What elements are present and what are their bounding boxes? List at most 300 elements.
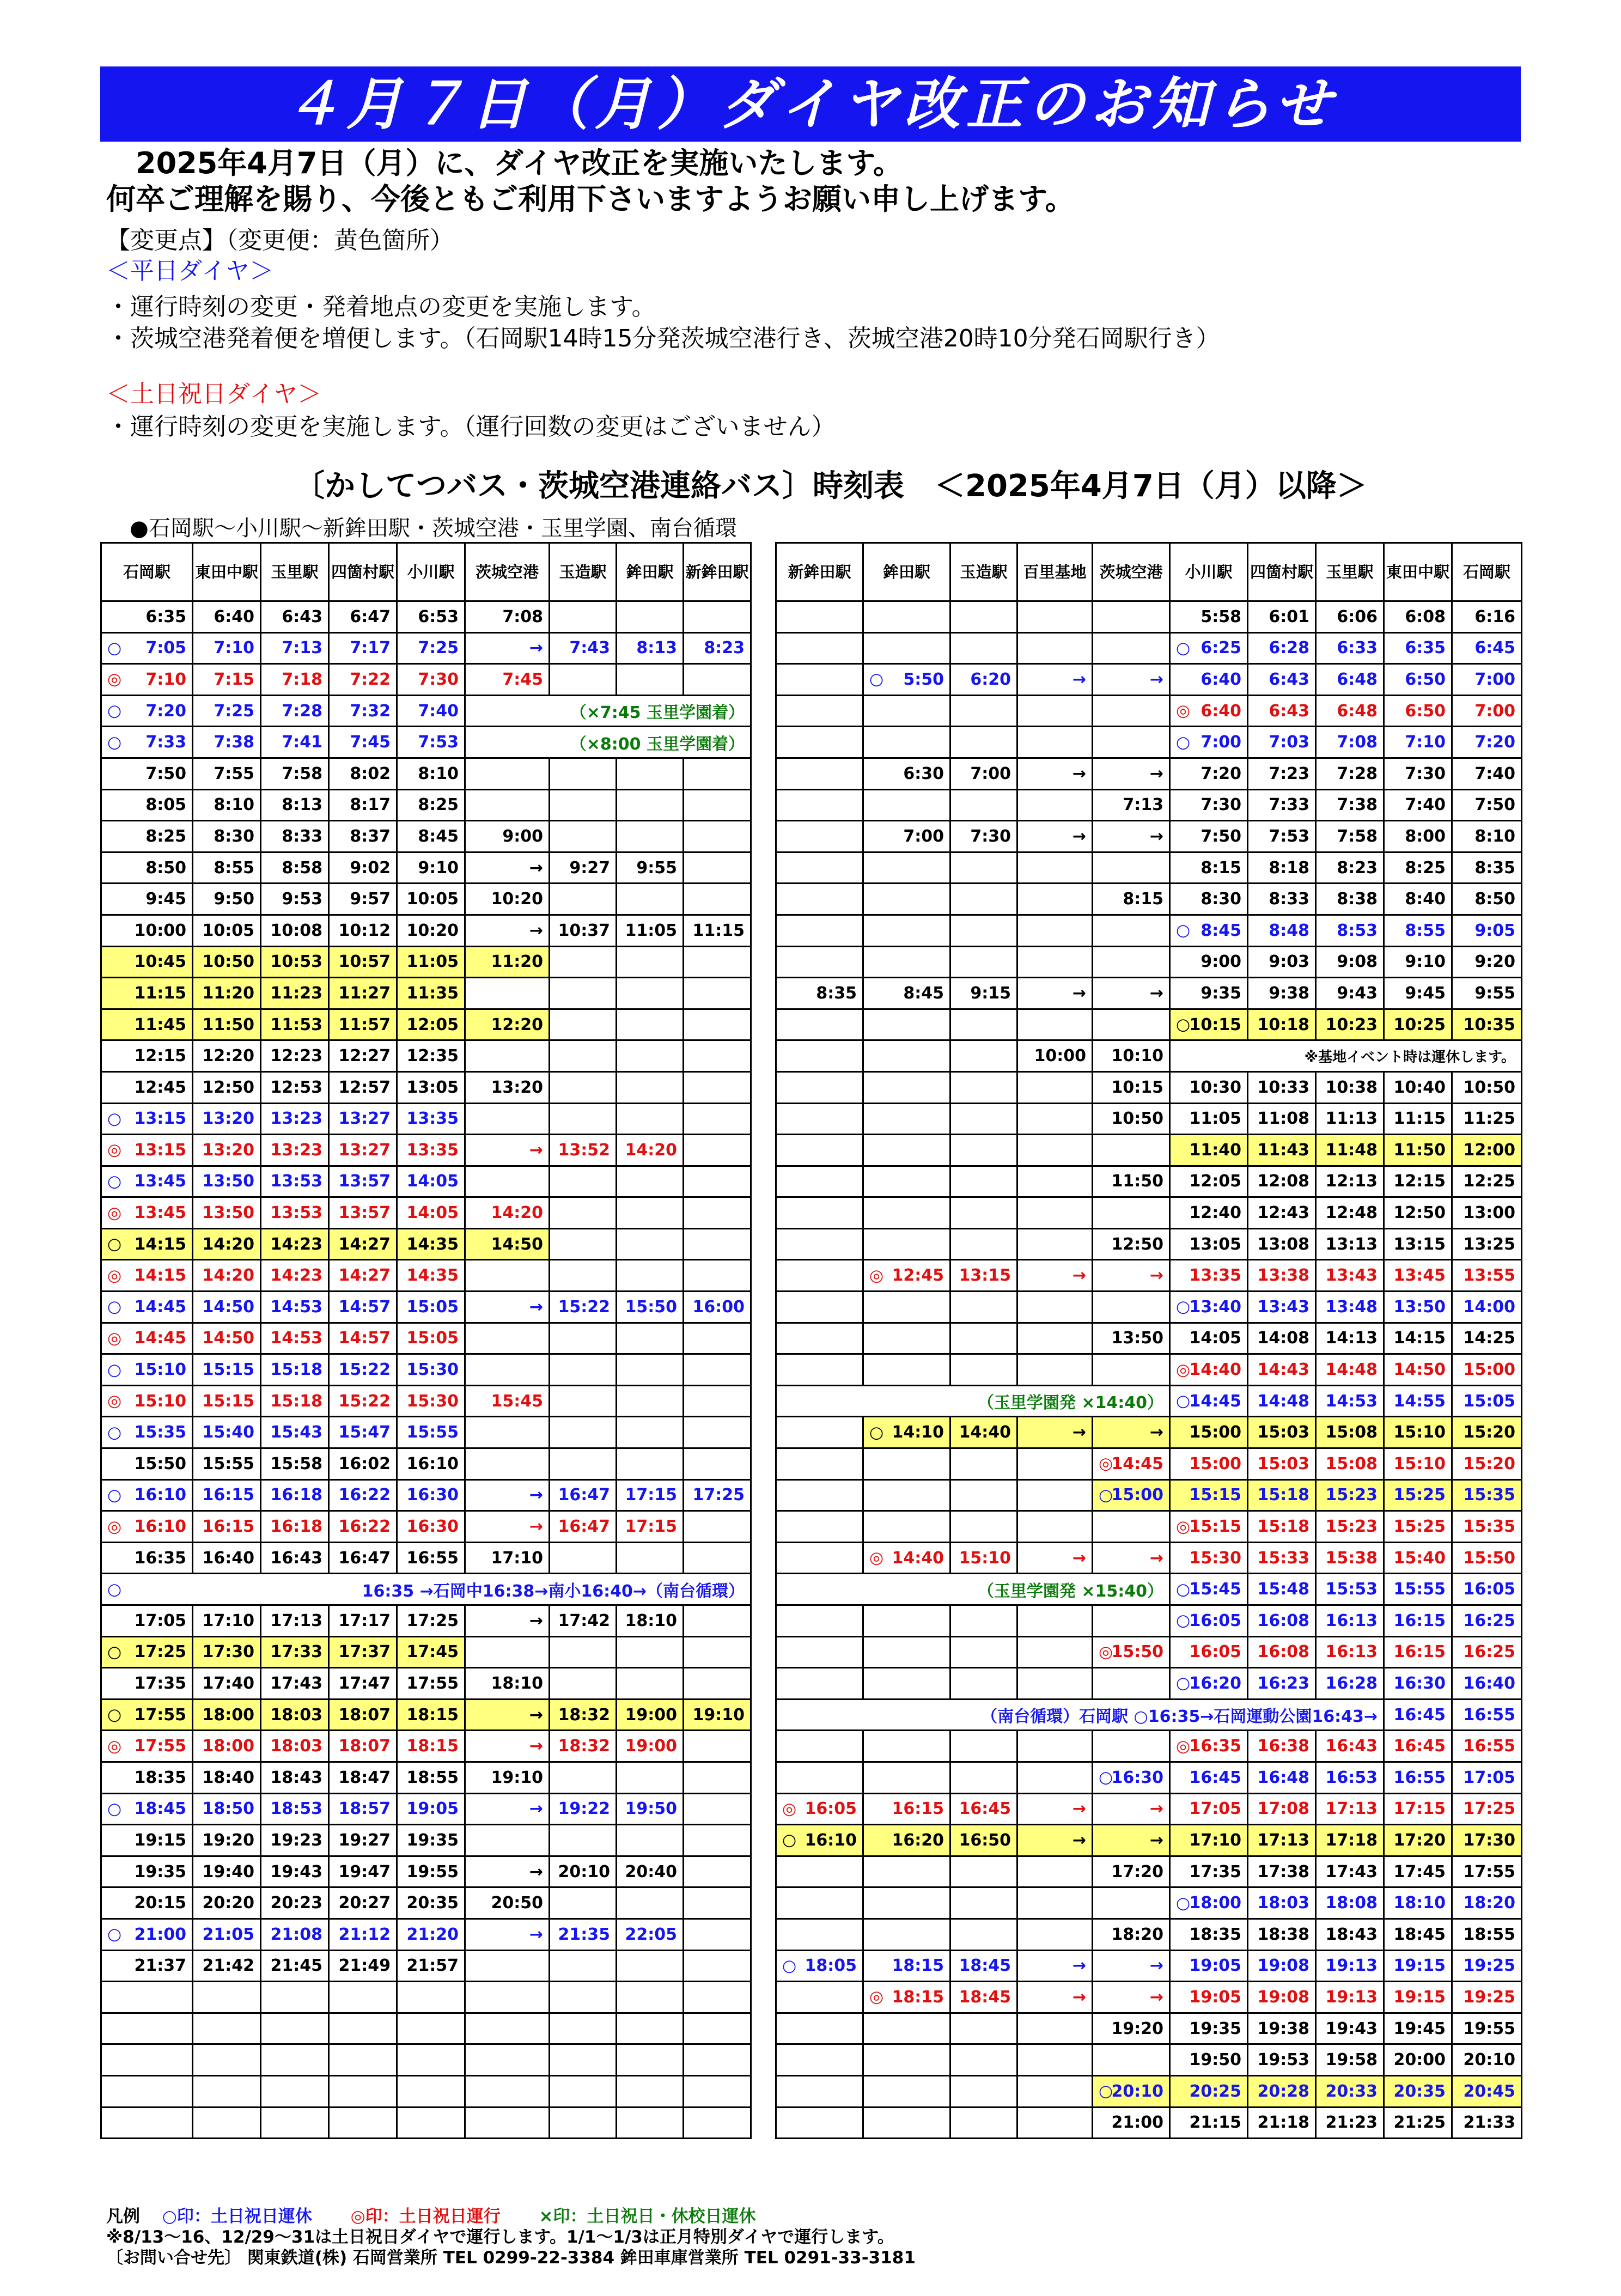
- time-cell: 19:25: [1452, 1950, 1522, 1982]
- weekday-only-mark: ○: [869, 1423, 884, 1442]
- table-row: [776, 1731, 1522, 1762]
- time-cell: 14:20: [193, 1260, 261, 1292]
- time-cell: [684, 2013, 751, 2044]
- time-cell: 14:23: [261, 1260, 329, 1292]
- weekday-only-mark: ○: [1176, 1611, 1191, 1630]
- table-row: [776, 2075, 1522, 2107]
- time-cell: 8:25: [1384, 852, 1452, 884]
- time-cell: [329, 2075, 397, 2107]
- time-cell: [863, 1511, 950, 1543]
- time-cell: [684, 884, 751, 915]
- time-cell: [193, 2013, 261, 2044]
- time-cell: 8:33: [1248, 884, 1316, 915]
- time-cell: 14:15: [1384, 1323, 1452, 1354]
- time-cell: 16:20: [863, 1825, 950, 1856]
- time-cell: 19:10: [465, 1762, 550, 1793]
- time-cell: 19:25: [1452, 1982, 1522, 2013]
- time-cell: [617, 1950, 684, 1982]
- time-cell: 21:20: [397, 1919, 465, 1950]
- table-row: [776, 1040, 1522, 1072]
- time-cell: 8:58: [261, 852, 329, 884]
- time-cell: 20:35: [397, 1887, 465, 1919]
- time-cell: 21:23: [1316, 2107, 1384, 2139]
- time-cell: 16:05 ◎: [776, 1793, 863, 1825]
- time-cell: [550, 1323, 617, 1354]
- time-cell: 9:55: [617, 852, 684, 884]
- table-row: [776, 1354, 1522, 1386]
- time-cell: [617, 978, 684, 1009]
- time-cell: [950, 1197, 1017, 1229]
- row-note: （玉里学園発 ×14:40）: [776, 1385, 1170, 1417]
- time-cell: 7:15: [193, 664, 261, 696]
- time-cell: 10:25: [1384, 1009, 1452, 1040]
- time-cell: 16:38: [1248, 1731, 1316, 1762]
- time-cell: 7:50: [101, 758, 193, 789]
- time-cell: →: [1093, 664, 1170, 696]
- time-cell: 15:55: [397, 1417, 465, 1448]
- time-cell: 9:43: [1316, 978, 1384, 1009]
- time-cell: 8:13: [617, 632, 684, 664]
- time-cell: [617, 1887, 684, 1919]
- time-cell: [950, 1135, 1017, 1166]
- time-cell: 7:30: [950, 821, 1017, 852]
- time-cell: [617, 1762, 684, 1793]
- time-cell: [776, 1323, 863, 1354]
- time-cell: 8:45: [397, 821, 465, 852]
- time-cell: 15:08: [1316, 1448, 1384, 1480]
- time-cell: [550, 1982, 617, 2013]
- time-cell: [465, 1040, 550, 1072]
- holiday-mark: ◎: [1099, 1642, 1113, 1662]
- weekday-change-1: ・運行時刻の変更・発着地点の変更を実施します。: [106, 293, 656, 321]
- time-cell: 12:13: [1316, 1166, 1384, 1197]
- time-cell: 7:40: [397, 695, 465, 727]
- time-cell: 21:05: [193, 1919, 261, 1950]
- table-row: [776, 1605, 1522, 1637]
- time-cell: →: [1017, 758, 1093, 789]
- time-cell: [617, 884, 684, 915]
- table-row: [776, 695, 1522, 727]
- time-cell: 19:15: [101, 1825, 193, 1856]
- header-stop: 石岡駅: [1452, 543, 1522, 601]
- row-note: （南台循環）石岡駅 ○16:35→石岡運動公園16:43→: [776, 1699, 1384, 1731]
- time-cell: [1017, 1103, 1093, 1135]
- time-cell: 10:05: [397, 884, 465, 915]
- time-cell: 11:57: [329, 1009, 397, 1040]
- time-cell: 9:50: [193, 884, 261, 915]
- time-cell: →: [465, 852, 550, 884]
- time-cell: 13:53: [261, 1166, 329, 1197]
- time-cell: 19:15: [1384, 1950, 1452, 1982]
- time-cell: 13:35: [1170, 1260, 1248, 1292]
- time-cell: [950, 601, 1017, 633]
- time-cell: 8:45: [863, 978, 950, 1009]
- time-cell: 17:40: [193, 1668, 261, 1700]
- time-cell: 15:22: [550, 1292, 617, 1323]
- time-cell: [950, 727, 1017, 758]
- time-cell: 6:48: [1316, 695, 1384, 727]
- holiday-mark: ◎: [107, 1140, 122, 1160]
- time-cell: [776, 1731, 863, 1762]
- table-row: [776, 1197, 1522, 1229]
- table-row: [101, 1166, 751, 1197]
- time-cell: 13:20: [193, 1135, 261, 1166]
- table-row: [776, 1762, 1522, 1793]
- time-cell: 20:25: [1170, 2075, 1248, 2107]
- time-cell: 9:53: [261, 884, 329, 915]
- time-cell: [1093, 946, 1170, 978]
- weekday-only-mark: ○: [107, 1360, 122, 1380]
- time-cell: [950, 1919, 1017, 1950]
- table-row: [776, 601, 1522, 633]
- header-stop: 鉾田駅: [617, 543, 684, 601]
- time-cell: [863, 1197, 950, 1229]
- time-cell: [550, 1385, 617, 1417]
- time-cell: 13:05: [397, 1071, 465, 1103]
- time-cell: 16:05: [1452, 1574, 1522, 1605]
- time-cell: 12:40: [1170, 1197, 1248, 1229]
- time-cell: 15:40: [1384, 1542, 1452, 1574]
- time-cell: 15:33: [1248, 1542, 1316, 1574]
- time-cell: 13:15: [950, 1260, 1017, 1292]
- time-cell: 20:50: [465, 1887, 550, 1919]
- time-cell: [193, 2075, 261, 2107]
- time-cell: 9:27: [550, 852, 617, 884]
- time-cell: 10:00: [101, 915, 193, 946]
- time-cell: [465, 1166, 550, 1197]
- time-cell: [684, 2107, 751, 2139]
- time-cell: 16:40: [193, 1542, 261, 1574]
- table-row: [776, 1982, 1522, 2013]
- table-row: [101, 1071, 751, 1103]
- time-cell: 17:35: [1170, 1856, 1248, 1887]
- time-cell: [1093, 1887, 1170, 1919]
- time-cell: [1017, 1511, 1093, 1543]
- time-cell: 14:15 ○: [101, 1228, 193, 1260]
- holiday-mark: ◎: [107, 1203, 122, 1223]
- time-cell: 16:45: [950, 1793, 1017, 1825]
- time-cell: [684, 946, 751, 978]
- time-cell: 6:50: [1384, 695, 1452, 727]
- table-row: [101, 632, 751, 664]
- table-row: [776, 1228, 1522, 1260]
- weekday-only-mark: ○: [1176, 1015, 1191, 1034]
- weekday-only-mark: ○: [107, 1423, 122, 1442]
- table-row: [101, 1479, 751, 1511]
- time-cell: [950, 1668, 1017, 1700]
- time-cell: 7:55: [193, 758, 261, 789]
- time-cell: 8:25: [397, 789, 465, 821]
- time-cell: 16:22: [329, 1511, 397, 1543]
- time-cell: 7:20 ○: [101, 695, 193, 727]
- time-cell: 11:15: [1384, 1103, 1452, 1135]
- time-cell: 10:37: [550, 915, 617, 946]
- time-cell: [684, 1166, 751, 1197]
- time-cell: [863, 946, 950, 978]
- time-cell: 19:13: [1316, 1982, 1384, 2013]
- time-cell: 15:05: [397, 1323, 465, 1354]
- time-cell: 7:10 ◎: [101, 664, 193, 696]
- time-cell: 17:30: [1452, 1825, 1522, 1856]
- time-cell: 16:25: [1452, 1636, 1522, 1668]
- time-cell: [776, 1762, 863, 1793]
- time-cell: 13:35: [397, 1103, 465, 1135]
- time-cell: 21:37: [101, 1950, 193, 1982]
- time-cell: [550, 1009, 617, 1040]
- table-row: [776, 2013, 1522, 2044]
- time-cell: 17:10: [465, 1542, 550, 1574]
- time-cell: 11:15: [101, 978, 193, 1009]
- time-cell: [550, 884, 617, 915]
- time-cell: 16:08: [1248, 1605, 1316, 1637]
- time-cell: 10:57: [329, 946, 397, 978]
- time-cell: [261, 2075, 329, 2107]
- time-cell: 11:15: [684, 915, 751, 946]
- time-cell: 8:53: [1316, 915, 1384, 946]
- time-cell: [950, 2075, 1017, 2107]
- time-cell: [950, 632, 1017, 664]
- time-cell: 21:45: [261, 1950, 329, 1982]
- time-cell: [550, 758, 617, 789]
- weekday-only-mark: ○: [1099, 1485, 1113, 1505]
- table-row: [101, 1354, 751, 1386]
- table-row: [101, 978, 751, 1009]
- time-cell: [863, 1009, 950, 1040]
- time-cell: [617, 1636, 684, 1668]
- table-row: [101, 1135, 751, 1166]
- time-cell: 15:50: [101, 1448, 193, 1480]
- time-cell: 14:05: [397, 1197, 465, 1229]
- table-row: [776, 1887, 1522, 1919]
- time-cell: 10:50: [1452, 1071, 1522, 1103]
- time-cell: [863, 1292, 950, 1323]
- time-cell: 14:27: [329, 1228, 397, 1260]
- time-cell: [550, 664, 617, 696]
- time-cell: 16:30: [1384, 1668, 1452, 1700]
- time-cell: 19:20: [193, 1825, 261, 1856]
- time-cell: 19:38: [1248, 2013, 1316, 2044]
- time-cell: 9:10: [397, 852, 465, 884]
- time-cell: 19:35: [1170, 2013, 1248, 2044]
- time-cell: [684, 1793, 751, 1825]
- time-cell: [617, 2107, 684, 2139]
- time-cell: [1093, 695, 1170, 727]
- table-row: [776, 758, 1522, 789]
- time-cell: 17:55: [1452, 1856, 1522, 1887]
- weekday-only-mark: ○: [107, 1297, 122, 1317]
- time-cell: [863, 632, 950, 664]
- row-note: （×7:45 玉里学園着）: [465, 695, 751, 727]
- time-cell: 12:43: [1248, 1197, 1316, 1229]
- time-cell: 16:55: [1452, 1699, 1522, 1731]
- time-cell: 12:45 ◎: [863, 1260, 950, 1292]
- table-row: [101, 1699, 751, 1731]
- time-cell: [776, 1040, 863, 1072]
- time-cell: 13:38: [1248, 1260, 1316, 1292]
- weekday-only-mark: ○: [869, 669, 884, 689]
- time-cell: 15:30: [397, 1385, 465, 1417]
- time-cell: [950, 1448, 1017, 1480]
- time-cell: [684, 664, 751, 696]
- time-cell: [776, 1511, 863, 1543]
- time-cell: 15:30: [1170, 1542, 1248, 1574]
- table-row: [776, 632, 1522, 664]
- time-cell: 7:13: [261, 632, 329, 664]
- table-row: [101, 1323, 751, 1354]
- time-cell: 17:25 ○: [101, 1636, 193, 1668]
- time-cell: 18:35: [101, 1762, 193, 1793]
- time-cell: 6:06: [1316, 601, 1384, 633]
- time-cell: [863, 2075, 950, 2107]
- time-cell: 13:50: [193, 1166, 261, 1197]
- time-cell: 12:20: [193, 1040, 261, 1072]
- table-row: [101, 821, 751, 852]
- time-cell: [550, 1636, 617, 1668]
- time-cell: [465, 1417, 550, 1448]
- time-cell: 6:08: [1384, 601, 1452, 633]
- time-cell: 15:43: [261, 1417, 329, 1448]
- time-cell: [1093, 1292, 1170, 1323]
- time-cell: 10:08: [261, 915, 329, 946]
- time-cell: 13:15: [1384, 1228, 1452, 1260]
- time-cell: 5:58: [1170, 601, 1248, 633]
- time-cell: 16:43: [1316, 1731, 1384, 1762]
- time-cell: 16:05: [1170, 1636, 1248, 1668]
- header-stop: 玉里駅: [261, 543, 329, 601]
- table-row: [776, 664, 1522, 696]
- time-cell: 18:15 ◎: [863, 1982, 950, 2013]
- time-cell: 17:43: [261, 1668, 329, 1700]
- time-cell: [684, 1542, 751, 1574]
- time-cell: →: [465, 1699, 550, 1731]
- time-cell: [950, 1166, 1017, 1197]
- time-cell: 7:43: [550, 632, 617, 664]
- time-cell: 8:37: [329, 821, 397, 852]
- time-cell: 7:25: [193, 695, 261, 727]
- time-cell: 15:50: [617, 1292, 684, 1323]
- time-cell: 15:00 ○: [1093, 1479, 1170, 1511]
- legend-prefix: 凡例: [106, 2207, 140, 2226]
- time-cell: 21:42: [193, 1950, 261, 1982]
- time-cell: [1093, 2044, 1170, 2076]
- time-cell: 7:53: [397, 727, 465, 758]
- time-cell: 8:40: [1384, 884, 1452, 915]
- time-cell: →: [1017, 1260, 1093, 1292]
- time-cell: 10:45: [101, 946, 193, 978]
- time-cell: [617, 1260, 684, 1292]
- holiday-mark: ◎: [869, 1548, 884, 1568]
- time-cell: [261, 2013, 329, 2044]
- table-row: [101, 1417, 751, 1448]
- weekday-only-mark: ○: [1176, 1673, 1191, 1693]
- time-cell: 19:43: [1316, 2013, 1384, 2044]
- time-cell: 18:08: [1316, 1887, 1384, 1919]
- time-cell: 14:45 ◎: [1093, 1448, 1170, 1480]
- table-row: [101, 1292, 751, 1323]
- row-note: ※基地イベント時は運休します。: [1170, 1040, 1522, 1072]
- time-cell: 16:13: [1316, 1605, 1384, 1637]
- time-cell: [776, 1636, 863, 1668]
- time-cell: 16:15: [193, 1479, 261, 1511]
- time-cell: 18:00: [193, 1731, 261, 1762]
- time-cell: [617, 1417, 684, 1448]
- time-cell: 14:05: [397, 1166, 465, 1197]
- time-cell: [617, 1040, 684, 1072]
- time-cell: 11:50: [1384, 1135, 1452, 1166]
- time-cell: [101, 2044, 193, 2076]
- time-cell: 18:43: [261, 1762, 329, 1793]
- time-cell: 8:23: [684, 632, 751, 664]
- time-cell: 14:50: [193, 1323, 261, 1354]
- time-cell: 16:20 ○: [1170, 1668, 1248, 1700]
- time-cell: [1017, 1228, 1093, 1260]
- time-cell: 13:57: [329, 1197, 397, 1229]
- time-cell: 17:15: [617, 1511, 684, 1543]
- time-cell: 16:22: [329, 1479, 397, 1511]
- time-cell: 19:53: [1248, 2044, 1316, 2076]
- time-cell: →: [1093, 1825, 1170, 1856]
- time-cell: [1017, 1323, 1093, 1354]
- time-cell: 6:45: [1452, 632, 1522, 664]
- time-cell: [684, 758, 751, 789]
- table-row: [101, 915, 751, 946]
- holiday-mark: ◎: [107, 1737, 122, 1756]
- time-cell: 16:30 ○: [1093, 1762, 1170, 1793]
- table-row: [776, 1385, 1522, 1417]
- time-cell: 18:20: [1452, 1887, 1522, 1919]
- time-cell: [863, 915, 950, 946]
- time-cell: 20:23: [261, 1887, 329, 1919]
- time-cell: 9:38: [1248, 978, 1316, 1009]
- time-cell: 19:43: [261, 1856, 329, 1887]
- legend-circle: ○印：土日祝日運休: [162, 2207, 312, 2226]
- time-cell: 18:45: [950, 1982, 1017, 2013]
- time-cell: [684, 789, 751, 821]
- time-cell: [776, 1135, 863, 1166]
- time-cell: 12:57: [329, 1071, 397, 1103]
- table-row: [776, 1793, 1522, 1825]
- time-cell: [684, 1417, 751, 1448]
- time-cell: 7:25: [397, 632, 465, 664]
- time-cell: →: [1017, 664, 1093, 696]
- time-cell: [617, 1448, 684, 1480]
- weekday-only-mark: ○: [107, 1642, 122, 1662]
- table-row: [101, 946, 751, 978]
- table-row: [101, 2075, 751, 2107]
- time-cell: 6:53: [397, 601, 465, 633]
- time-cell: [776, 1448, 863, 1480]
- time-cell: 20:40: [617, 1856, 684, 1887]
- time-cell: 13:20: [193, 1103, 261, 1135]
- time-cell: [863, 1071, 950, 1103]
- time-cell: [950, 1511, 1017, 1543]
- time-cell: [684, 852, 751, 884]
- time-cell: 15:10: [1384, 1448, 1452, 1480]
- time-cell: 12:53: [261, 1071, 329, 1103]
- time-cell: 14:10 ○: [863, 1417, 950, 1448]
- time-cell: 10:40: [1384, 1071, 1452, 1103]
- time-cell: [950, 915, 1017, 946]
- time-cell: [776, 1542, 863, 1574]
- intro-line-2: 何卒ご理解を賜り、今後ともご利用下さいますようお願い申し上げます。: [106, 182, 1075, 216]
- table-row: [776, 1574, 1522, 1605]
- time-cell: →: [1017, 1950, 1093, 1982]
- time-cell: 6:35: [101, 601, 193, 633]
- time-cell: 7:00: [1452, 664, 1522, 696]
- time-cell: 14:27: [329, 1260, 397, 1292]
- time-cell: [776, 601, 863, 633]
- time-cell: 16:15: [863, 1793, 950, 1825]
